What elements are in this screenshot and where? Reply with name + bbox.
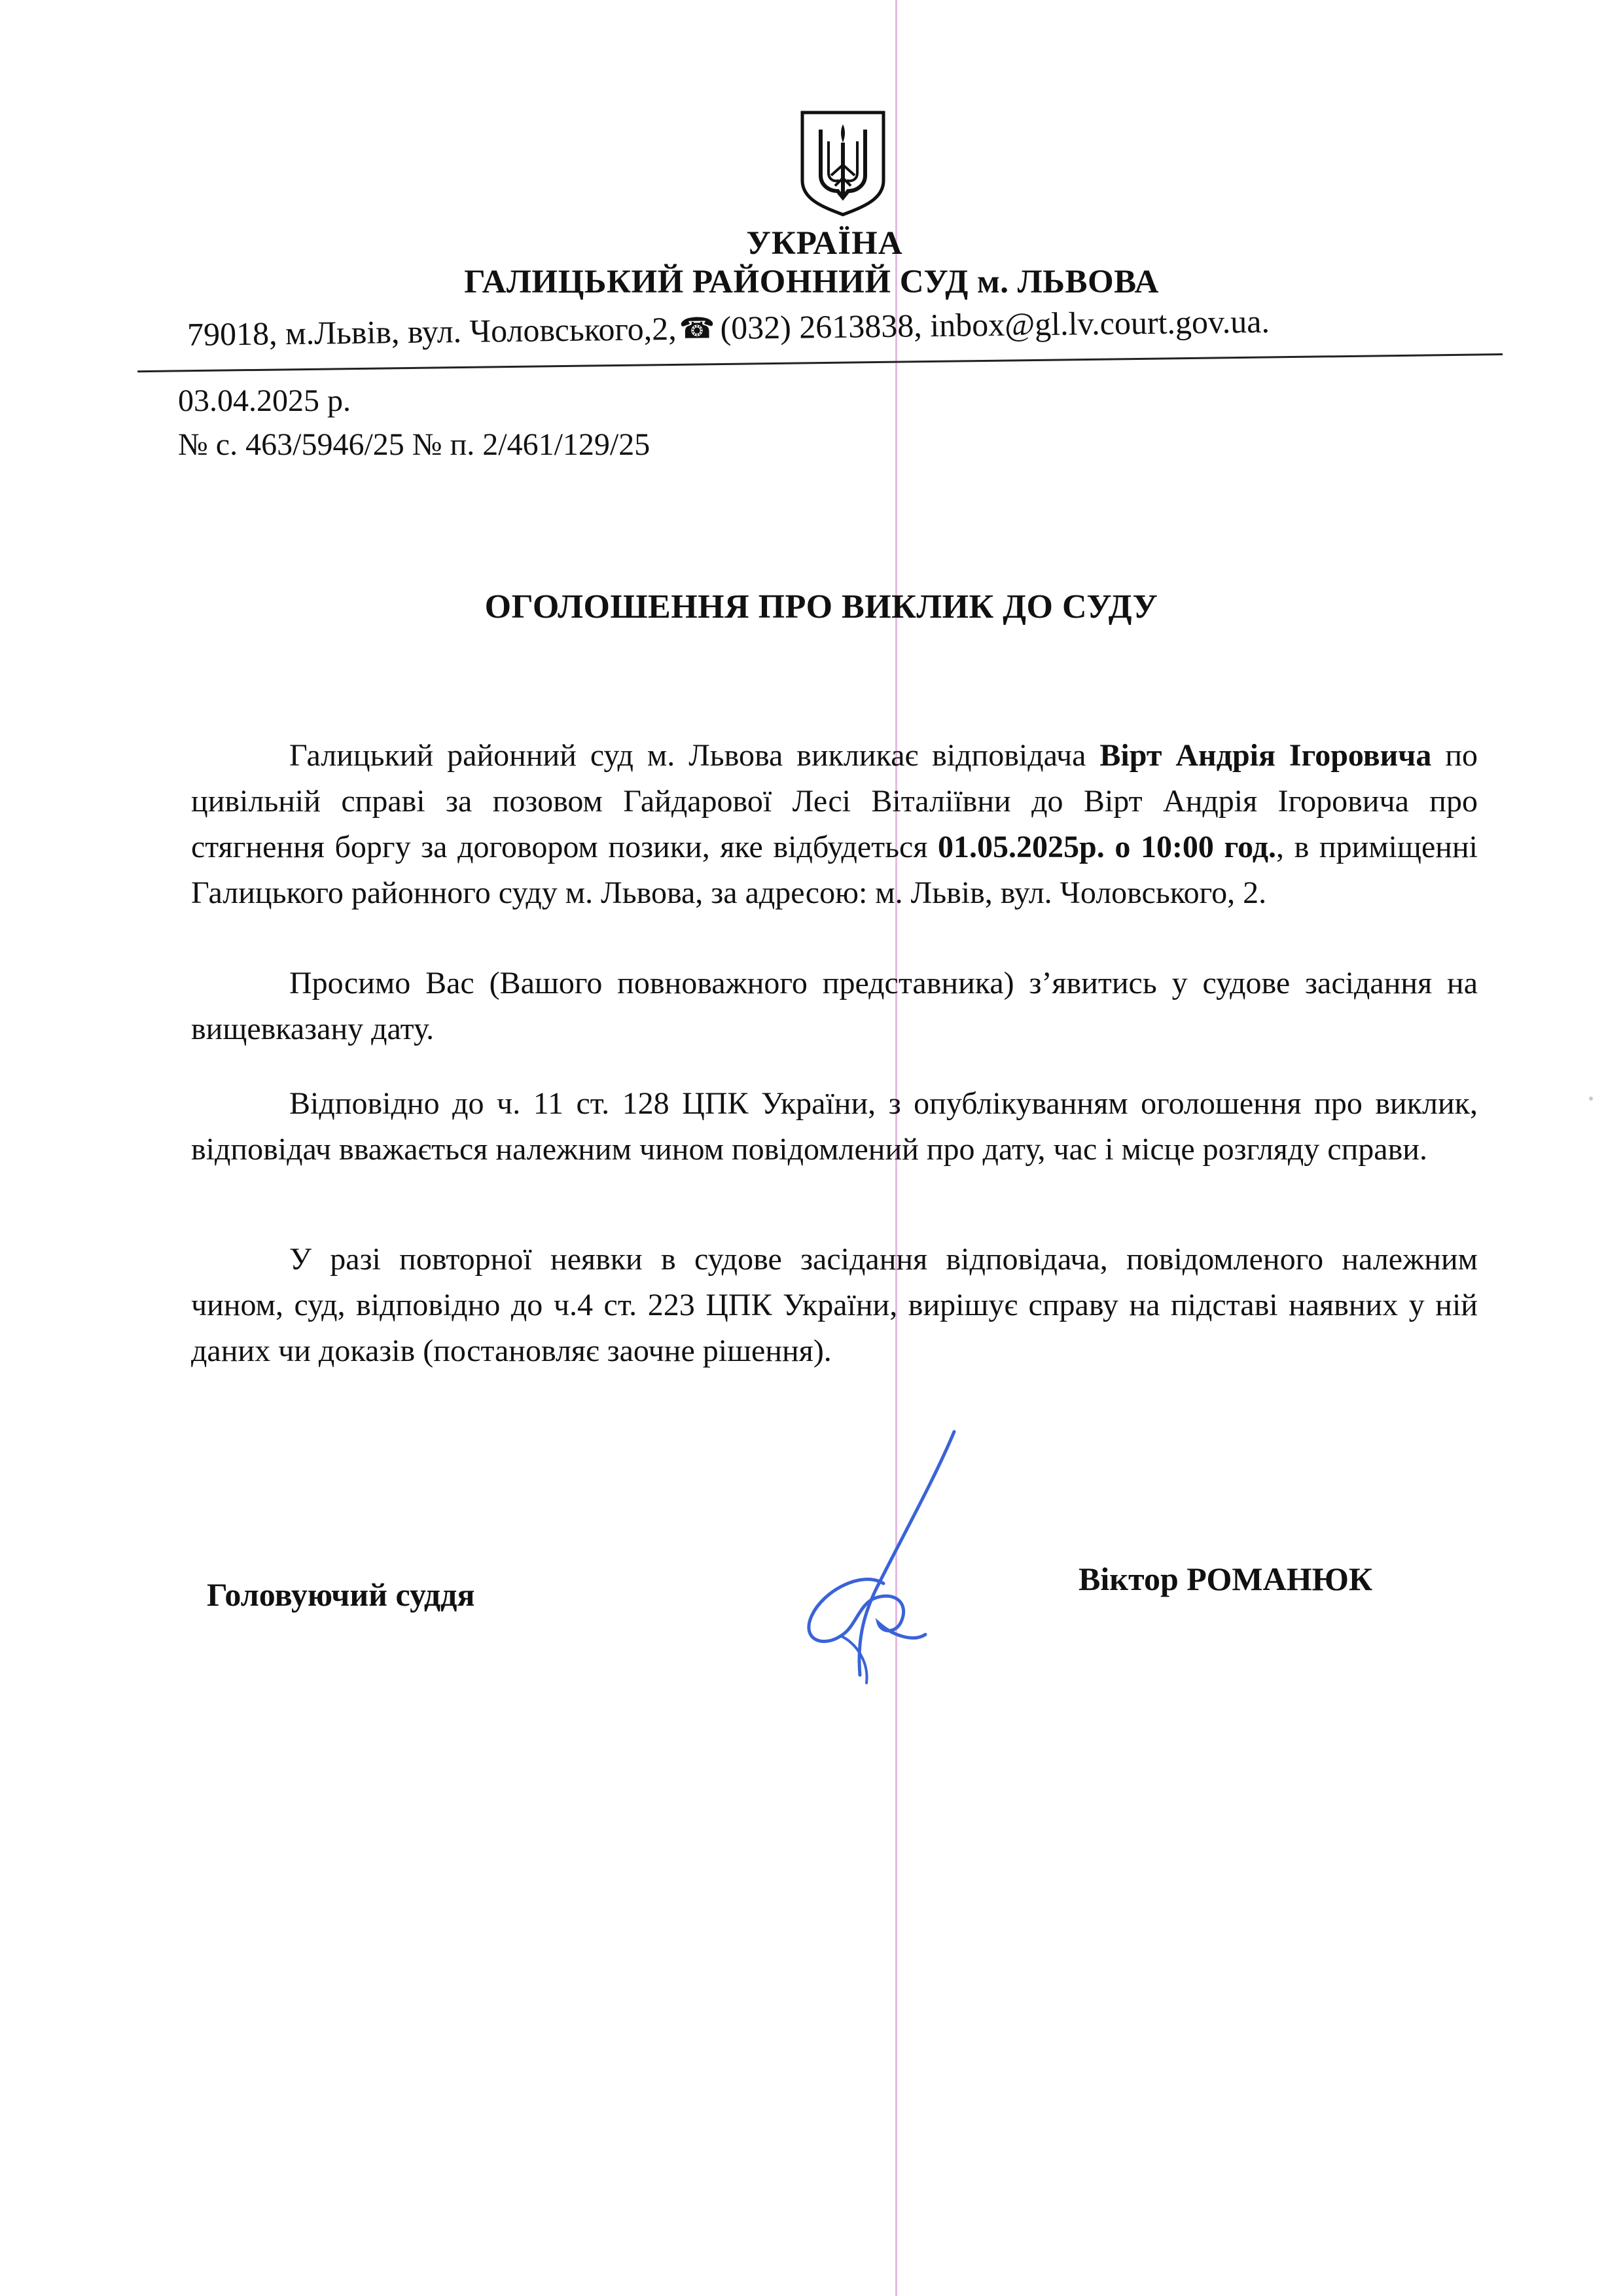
address-text: 79018, м.Львів, вул. Чоловського,2, (187, 309, 677, 353)
signature-icon (797, 1426, 967, 1688)
case-numbers: № с. 463/5946/25 № п. 2/461/129/25 (178, 427, 651, 462)
summons-paragraph (191, 733, 1478, 916)
header-divider (137, 353, 1503, 372)
hearing-datetime: 01.05.2025р. о 10:00 год. (938, 830, 1277, 864)
court-email: , inbox@gl.lv.court.gov.ua. (913, 302, 1270, 344)
country-heading: УКРАЇНА (746, 225, 903, 262)
document-title: ОГОЛОШЕННЯ ПРО ВИКЛИК ДО СУДУ (484, 588, 1158, 626)
document-date: 03.04.2025 р. (178, 383, 351, 418)
defendant-name: Вірт Андрія Ігоровича (1099, 738, 1432, 773)
legal-notice-paragraph: Відповідно до ч. 11 ст. 128 ЦПК України, з опублікуванням оголошення про виклик, відповідач вважається належним чином повідомлений про дату, час і місце розгляду справи. (191, 1086, 1478, 1167)
phone-number: (032) 2613838 (720, 307, 914, 347)
court-address (187, 302, 1270, 353)
judge-title: Головуючий суддя (207, 1576, 475, 1613)
paragraph-text: по цивільній справі за позовом Гайдарової Лесі Віталіївни до Вірт Андрія Ігоровича про стягнення боргу за договором позики, яке відбудеться (191, 738, 1478, 864)
court-heading: ГАЛИЦЬКИЙ РАЙОННИЙ СУД м. ЛЬВОВА (464, 264, 1159, 300)
paragraph-text: , в приміщенні Галицького районного суду м. Львова, за адресою: м. Львів, вул. Чоловського, 2. (191, 830, 1478, 910)
request-paragraph: Просимо Вас (Вашого повноважного представника) з’явитись у судове засідання на вищевказану дату. (191, 966, 1478, 1046)
default-judgment-paragraph: У разі повторної неявки в судове засідання відповідача, повідомленого належним чином, суд, відповідно до ч.4 ст. 223 ЦПК України, вирішує справу на підставі наявних у ній даних чи доказів (постановляє заочне рішення). (191, 1242, 1478, 1368)
paragraph-text: Галицький районний суд м. Львова викликає відповідача (289, 738, 1100, 773)
scan-speck (1589, 1097, 1593, 1101)
telephone-icon: ☎ (679, 311, 715, 345)
coat-of-arms-icon (798, 110, 887, 217)
judge-name: Віктор РОМАНЮК (1079, 1561, 1373, 1597)
